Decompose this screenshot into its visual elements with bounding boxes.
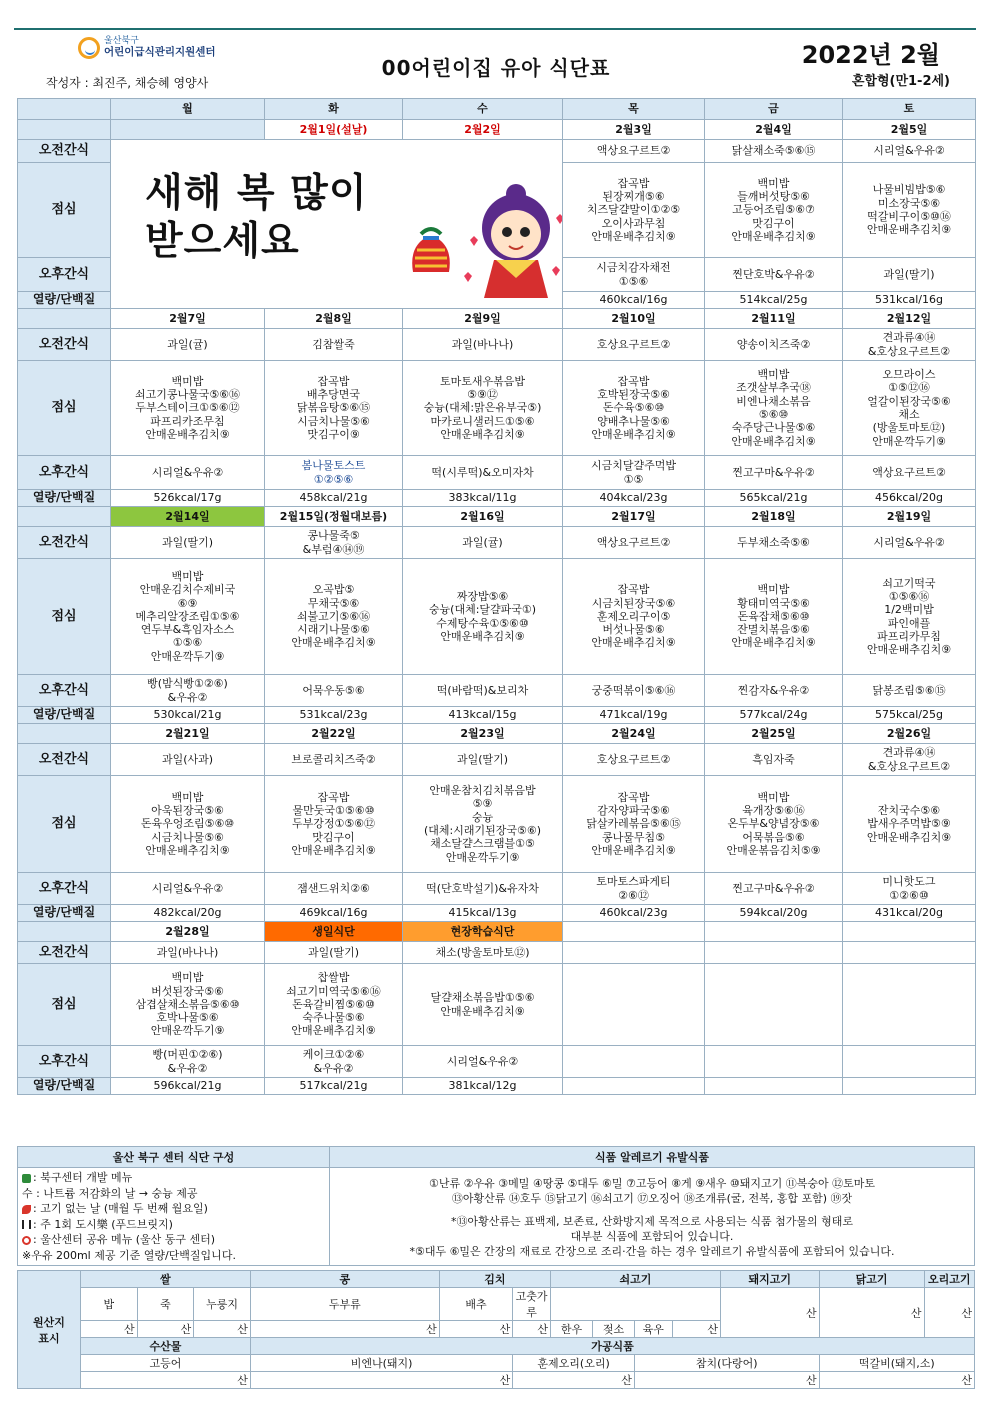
row-label: 열량/단백질	[18, 707, 111, 724]
logo-top-text: 울산북구	[104, 36, 139, 46]
row-label: 열량/단백질	[18, 1078, 111, 1095]
menu-cell: 호상요구르트②	[563, 329, 705, 361]
menu-cell: 과일(귤)	[111, 329, 265, 361]
origin-sub: 밥	[80, 1288, 137, 1321]
menu-cell: 달걀채소볶음밥①⑤⑥ 안매운배추김치⑨	[403, 964, 563, 1046]
menu-cell: 미니핫도그 ①②⑥⑩	[843, 873, 976, 905]
origin-blank	[551, 1288, 721, 1321]
origin-beef: 쇠고기	[551, 1271, 721, 1288]
date-label-cell	[18, 120, 111, 140]
date-cell: 2월21일	[111, 724, 265, 744]
week3-dates	[18, 507, 976, 527]
row-label: 오후간식	[18, 456, 111, 490]
origin-value: 산	[634, 1372, 819, 1389]
carrot-icon	[22, 1205, 31, 1214]
week2-pm	[18, 456, 976, 490]
date-cell: 2월16일	[403, 507, 563, 527]
menu-cell: 떡(시루떡)&오미자차	[403, 456, 563, 490]
empty-cell	[705, 942, 843, 964]
kcal-cell: 530kcal/21g	[111, 707, 265, 724]
origin-value: 산	[819, 1372, 974, 1389]
date-cell: 2월2일	[403, 120, 563, 140]
empty-cell	[843, 942, 976, 964]
origin-sub: 누룽지	[194, 1288, 251, 1321]
empty-cell	[705, 964, 843, 1046]
row-label: 오전간식	[18, 942, 111, 964]
legend-item	[22, 1170, 325, 1186]
menu-cell: 과일(딸기)	[403, 744, 563, 776]
kcal-cell: 415kcal/13g	[403, 905, 563, 922]
menu-cell: 잡곡밥 호박된장국⑤⑥ 돈수육⑤⑥⑩ 양배추나물⑤⑥ 안매운배추김치⑨	[563, 361, 705, 456]
week5-pm	[18, 1046, 976, 1078]
menu-cell: 시리얼&우유②	[403, 1046, 563, 1078]
date-cell: 2월10일	[563, 309, 705, 329]
origin-table	[17, 1270, 975, 1389]
empty-cell	[843, 964, 976, 1046]
week3-kcal	[18, 707, 976, 724]
menu-cell: 나물비빔밥⑤⑥ 미소장국⑤⑥ 떡갈비구이⑤⑩⑯ 안매운배추김치⑨	[843, 163, 976, 258]
menu-cell: 호상요구르트②	[563, 744, 705, 776]
origin-sub: 젖소	[592, 1321, 634, 1338]
week4-kcal	[18, 905, 976, 922]
kcal-cell: 381kcal/12g	[403, 1078, 563, 1095]
menu-cell: 케이크①②⑥ &우유②	[265, 1046, 403, 1078]
menu-cell: 백미밥 들깨버섯탕⑤⑥ 고등어조림⑤⑥⑦ 맛김구이 안매운배추김치⑨	[705, 163, 843, 258]
empty-cell	[563, 964, 705, 1046]
week4-lunch	[18, 776, 976, 873]
holiday-greeting	[145, 170, 368, 266]
origin-sub: 배추	[439, 1288, 512, 1321]
origin-chicken: 닭고기	[819, 1271, 924, 1288]
date-label-cell	[18, 724, 111, 744]
menu-cell: 봄나물토스트 ①②⑤⑥	[265, 456, 403, 490]
date-cell: 2월9일	[403, 309, 563, 329]
menu-cell: 액상요구르트②	[843, 456, 976, 490]
date-cell: 2월5일	[843, 120, 976, 140]
menu-cell: 잼샌드위치②⑥	[265, 873, 403, 905]
origin-item: 참치(다랑어)	[634, 1355, 819, 1372]
kcal-cell: 577kcal/24g	[705, 707, 843, 724]
date-cell: 2월11일	[705, 309, 843, 329]
origin-sub: 한우	[551, 1321, 593, 1338]
origin-value: 산	[672, 1321, 720, 1338]
origin-processed: 가공식품	[250, 1338, 974, 1355]
origin-duck: 오리고기	[924, 1271, 975, 1288]
menu-type: 혼합형(만1-2세)	[851, 74, 950, 89]
legend-item	[22, 1248, 325, 1264]
week1-dates	[18, 120, 976, 140]
lucky-bag-icon	[407, 220, 455, 278]
kcal-cell: 404kcal/23g	[563, 490, 705, 507]
date-label-cell	[18, 309, 111, 329]
menu-cell: 오므라이스 ①⑤⑫⑯ 얼갈이된장국⑤⑥ 채소 (방울토마토⑫) 안매운깍두기⑨	[843, 361, 976, 456]
weekday-header-row	[18, 99, 976, 120]
menu-cell: 쇠고기떡국 ①⑤⑥⑯ 1/2백미밥 파인애플 파프리카무침 안매운배추김치⑨	[843, 559, 976, 675]
empty-cell	[705, 922, 843, 942]
menu-cell: 과일(바나나)	[403, 329, 563, 361]
origin-pork: 돼지고기	[720, 1271, 819, 1288]
origin-item: 고등어	[80, 1355, 250, 1372]
menu-cell: 닭살채소죽⑤⑥⑮	[705, 140, 843, 163]
menu-cell: 시리얼&우유②	[843, 527, 976, 559]
menu-cell: 견과류④⑭ &호상요구르트②	[843, 744, 976, 776]
date-cell: 2월23일	[403, 724, 563, 744]
menu-cell: 백미밥 버섯된장국⑤⑥ 삼겹살채소볶음⑤⑥⑩ 호박나물⑤⑥ 안매운깍두기⑨	[111, 964, 265, 1046]
row-label: 오전간식	[18, 527, 111, 559]
legend-text: 수 : 나트륨 저감화의 날 → 숭늉 제공	[22, 1186, 198, 1200]
kcal-cell: 596kcal/21g	[111, 1078, 265, 1095]
row-label: 점심	[18, 163, 111, 258]
origin-value: 산	[924, 1288, 975, 1338]
legend-table	[17, 1146, 975, 1266]
ulsan-share-icon	[22, 1236, 31, 1245]
origin-value: 산	[137, 1321, 194, 1338]
menu-cell: 찐고구마&우유②	[705, 873, 843, 905]
origin-seafood: 수산물	[80, 1338, 250, 1355]
menu-cell: 궁중떡볶이⑤⑥⑯	[563, 675, 705, 707]
kcal-cell: 565kcal/21g	[705, 490, 843, 507]
menu-cell: 시리얼&우유②	[843, 140, 976, 163]
kcal-cell: 471kcal/19g	[563, 707, 705, 724]
date-cell: 2월8일	[265, 309, 403, 329]
kcal-cell: 456kcal/20g	[843, 490, 976, 507]
page-title: 00어린이집 유아 식단표	[381, 56, 611, 80]
origin-sub: 고춧가루	[513, 1288, 551, 1321]
row-label: 오후간식	[18, 675, 111, 707]
empty-cell	[563, 922, 705, 942]
origin-value: 산	[720, 1288, 819, 1338]
empty-cell	[705, 1046, 843, 1078]
kcal-cell: 514kcal/25g	[705, 292, 843, 309]
menu-cell: 두부채소죽⑤⑥	[705, 527, 843, 559]
date-label-cell	[18, 922, 111, 942]
menu-cell: 과일(바나나)	[111, 942, 265, 964]
holiday-banner	[111, 140, 563, 309]
origin-value: 산	[819, 1288, 924, 1338]
legend-text: : 주 1회 도시樂 (푸드브릿지)	[33, 1217, 173, 1231]
menu-cell: 찐고구마&우유②	[705, 456, 843, 490]
origin-value: 산	[250, 1372, 512, 1389]
date-cell: 2월24일	[563, 724, 705, 744]
week2-am	[18, 329, 976, 361]
origin-sub: 죽	[137, 1288, 194, 1321]
week3-lunch	[18, 559, 976, 675]
empty-cell	[563, 1046, 705, 1078]
row-label: 점심	[18, 559, 111, 675]
legend-item	[22, 1186, 325, 1202]
menu-cell: 견과류④⑭ &호상요구르트②	[843, 329, 976, 361]
month-label: 2022년 2월	[801, 41, 940, 69]
week5-am	[18, 942, 976, 964]
row-label: 오후간식	[18, 258, 111, 292]
week5-lunch	[18, 964, 976, 1046]
empty-cell	[843, 922, 976, 942]
empty-cell	[563, 1078, 705, 1095]
kcal-cell: 460kcal/23g	[563, 905, 705, 922]
origin-item: 훈제오리(오리)	[513, 1355, 635, 1372]
date-cell: 2월3일	[563, 120, 705, 140]
origin-rice: 쌀	[80, 1271, 250, 1288]
allergy-note-2: 대부분 식품에 포함되어 있습니다.	[570, 1230, 734, 1243]
empty-cell	[843, 1046, 976, 1078]
menu-cell: 오곡밥⑤ 무채국⑤⑥ 쇠불고기⑤⑥⑯ 시래기나물⑤⑥ 안매운배추김치⑨	[265, 559, 403, 675]
date-cell: 2월18일	[705, 507, 843, 527]
origin-value: 산	[80, 1372, 250, 1389]
row-label: 열량/단백질	[18, 490, 111, 507]
kcal-cell: 517kcal/21g	[265, 1078, 403, 1095]
kcal-cell: 413kcal/15g	[403, 707, 563, 724]
kcal-cell: 460kcal/16g	[563, 292, 705, 309]
menu-cell: 백미밥 황태미역국⑤⑥ 돈육잡채⑤⑥⑩ 잔멸치볶음⑤⑥ 안매운배추김치⑨	[705, 559, 843, 675]
origin-value: 산	[513, 1372, 635, 1389]
birthday-menu-label: 생일식단	[265, 922, 403, 942]
empty-cell	[563, 942, 705, 964]
day-fri: 금	[705, 99, 843, 120]
date-cell: 2월15일(정월대보름)	[265, 507, 403, 527]
week5-dates	[18, 922, 976, 942]
date-cell: 2월14일	[111, 507, 265, 527]
greeting-line2: 받으세요	[145, 219, 300, 264]
date-cell: 2월4일	[705, 120, 843, 140]
legend-text: : 북구센터 개발 메뉴	[33, 1171, 133, 1184]
allergy-info	[330, 1168, 975, 1266]
row-label: 오후간식	[18, 1046, 111, 1078]
kcal-cell: 431kcal/20g	[843, 905, 976, 922]
week1-am	[18, 140, 976, 163]
menu-cell: 시리얼&우유②	[111, 873, 265, 905]
menu-cell: 찐감자&우유②	[705, 675, 843, 707]
day-tue: 화	[265, 99, 403, 120]
menu-cell: 시금치달걀주먹밥 ①⑤	[563, 456, 705, 490]
menu-cell: 과일(사과)	[111, 744, 265, 776]
menu-cell: 떡(단호박설기)&유자차	[403, 873, 563, 905]
menu-cell: 짜장밥⑤⑥ 숭늉(대체:달걀파국①) 수제탕수육①⑤⑥⑩ 안매운배추김치⑨	[403, 559, 563, 675]
row-label: 오전간식	[18, 744, 111, 776]
week4-am	[18, 744, 976, 776]
row-label: 점심	[18, 361, 111, 456]
legend-item	[22, 1217, 325, 1233]
week2-kcal	[18, 490, 976, 507]
legend-text: : 고기 없는 날 (매월 두 번째 월요일)	[33, 1202, 208, 1215]
menu-cell: 과일(딸기)	[111, 527, 265, 559]
menu-cell: 콩나물죽⑤ &부럼④⑭⑲	[265, 527, 403, 559]
menu-cell: 안매운참치김치볶음밥 ⑤⑨ 숭늉 (대체:시래기된장국⑤⑥) 채소달걀스크램블①⑤ 안매운깍두기⑨	[403, 776, 563, 873]
menu-cell: 브로콜리치즈죽②	[265, 744, 403, 776]
kcal-cell: 383kcal/11g	[403, 490, 563, 507]
menu-cell: 시리얼&우유②	[111, 456, 265, 490]
date-cell: 2월22일	[265, 724, 403, 744]
row-label: 오전간식	[18, 140, 111, 163]
menu-cell: 어묵우동⑤⑥	[265, 675, 403, 707]
origin-value: 산	[194, 1321, 251, 1338]
menu-cell: 양송이치즈죽②	[705, 329, 843, 361]
date-label-cell	[18, 507, 111, 527]
menu-cell: 찹쌀밥 쇠고기미역국⑤⑥⑯ 돈육갈비찜⑤⑥⑩ 숙주나물⑤⑥ 안매운배추김치⑨	[265, 964, 403, 1046]
date-cell: 2월17일	[563, 507, 705, 527]
week2-dates	[18, 309, 976, 329]
menu-cell: 액상요구르트②	[563, 140, 705, 163]
menu-cell: 채소(방울토마토⑫)	[403, 942, 563, 964]
kcal-cell: 458kcal/21g	[265, 490, 403, 507]
week2-lunch	[18, 361, 976, 456]
menu-cell: 김참쌀죽	[265, 329, 403, 361]
origin-label-1: 원산지	[33, 1315, 65, 1329]
menu-cell: 잡곡밥 된장찌개⑤⑥ 치즈달걀말이①②⑤ 오이사과무침 안매운배추김치⑨	[563, 163, 705, 258]
legend-items	[18, 1168, 330, 1266]
menu-cell: 백미밥 육개장⑤⑥⑯ 온두부&양념장⑤⑥ 어묵볶음⑤⑥ 안매운볶음김치⑤⑨	[705, 776, 843, 873]
menu-cell: 과일(귤)	[403, 527, 563, 559]
date-cell: 2월12일	[843, 309, 976, 329]
origin-kimchi: 김치	[439, 1271, 550, 1288]
kcal-cell: 531kcal/23g	[265, 707, 403, 724]
row-label: 점심	[18, 964, 111, 1046]
fork-knife-icon	[22, 1220, 31, 1229]
hanbok-girl-icon	[456, 180, 563, 298]
legend-title: 울산 북구 센터 식단 구성	[18, 1147, 330, 1168]
origin-label-2: 표시	[38, 1331, 60, 1345]
menu-cell: 닭봉조림⑤⑥⑮	[843, 675, 976, 707]
origin-sub: 육우	[634, 1321, 672, 1338]
date-cell	[111, 120, 265, 140]
allergy-note-1: *⑬아황산류는 표백제, 보존료, 산화방지제 목적으로 사용되는 식품 첨가물의 형태로	[450, 1215, 854, 1228]
origin-item: 떡갈비(돼지,소)	[819, 1355, 974, 1372]
day-mon: 월	[111, 99, 265, 120]
menu-cell: 떡(바람떡)&보리차	[403, 675, 563, 707]
origin-sub: 두부류	[250, 1288, 439, 1321]
menu-cell: 빵(머핀①②⑥) &우유②	[111, 1046, 265, 1078]
origin-value: 산	[80, 1321, 137, 1338]
date-cell: 2월28일	[111, 922, 265, 942]
origin-value: 산	[513, 1321, 551, 1338]
origin-label	[18, 1271, 81, 1389]
origin-item: 비엔나(돼지)	[250, 1355, 512, 1372]
menu-cell: 잡곡밥 물만둣국①⑤⑥⑩ 두부강정①⑤⑥⑫ 맛김구이 안매운배추김치⑨	[265, 776, 403, 873]
empty-cell	[843, 1078, 976, 1095]
kcal-cell: 469kcal/16g	[265, 905, 403, 922]
origin-value: 산	[250, 1321, 439, 1338]
week3-pm	[18, 675, 976, 707]
row-label: 열량/단백질	[18, 292, 111, 309]
menu-cell: 잡곡밥 시금치된장국⑤⑥ 훈제오리구이⑤ 버섯나물⑤⑥ 안매운배추김치⑨	[563, 559, 705, 675]
date-cell: 2월1일(설날)	[265, 120, 403, 140]
empty-cell	[705, 1078, 843, 1095]
menu-table	[17, 98, 976, 1095]
greeting-line1: 새해 복 많이	[145, 171, 368, 216]
menu-cell: 백미밥 조갯살부추국⑱ 비엔나채소볶음 ⑤⑥⑩ 숙주당근나물⑤⑥ 안매운배추김치⑨	[705, 361, 843, 456]
corner-cell	[18, 99, 111, 120]
legend-item	[22, 1232, 325, 1248]
day-sat: 토	[843, 99, 976, 120]
row-label: 열량/단백질	[18, 905, 111, 922]
logo-name-text: 어린이급식관리지원센터	[104, 46, 216, 58]
menu-cell: 과일(딸기)	[843, 258, 976, 292]
allergen-list-2: ⑬아황산류 ⑭호두 ⑮닭고기 ⑯쇠고기 ⑰오징어 ⑱조개류(굴, 전복, 홍합 포함) ⑲잣	[451, 1192, 853, 1205]
week4-pm	[18, 873, 976, 905]
menu-cell: 백미밥 아욱된장국⑤⑥ 돈육우엉조림⑤⑥⑩ 시금치나물⑤⑥ 안매운배추김치⑨	[111, 776, 265, 873]
menu-cell: 잡곡밥 배추당면국 닭볶음탕⑤⑥⑮ 시금치나물⑤⑥ 맛김구이⑨	[265, 361, 403, 456]
menu-cell: 백미밥 안매운김치수제비국 ⑥⑨ 메추리알장조림①⑤⑥ 연두부&흑임자소스 ①⑤⑥ 안매운깍두기⑨	[111, 559, 265, 675]
menu-cell: 시금치감자채전 ①⑤⑥	[563, 258, 705, 292]
menu-cell: 액상요구르트②	[563, 527, 705, 559]
week3-am	[18, 527, 976, 559]
menu-cell: 빵(밤식빵①②⑥) &우유②	[111, 675, 265, 707]
row-label: 오전간식	[18, 329, 111, 361]
kcal-cell: 482kcal/20g	[111, 905, 265, 922]
legend-item	[22, 1201, 325, 1217]
kcal-cell: 526kcal/17g	[111, 490, 265, 507]
day-thu: 목	[563, 99, 705, 120]
menu-cell: 토마토새우볶음밥 ⑤⑨⑫ 숭늉(대체:맑은유부국⑤) 마카로니샐러드①⑤⑥ 안매운배추김치⑨	[403, 361, 563, 456]
allergy-note-3: *⑤대두 ⑥밀은 간장의 재료로 간장으로 조리·간을 하는 경우 알레르기 유발식품에 포함되어 있습니다.	[409, 1245, 895, 1258]
date-cell: 2월7일	[111, 309, 265, 329]
allergy-title: 식품 알레르기 유발식품	[330, 1147, 975, 1168]
kcal-cell: 594kcal/20g	[705, 905, 843, 922]
menu-cell: 잔치국수⑤⑥ 밥새우주먹밥⑤⑨ 안매운배추김치⑨	[843, 776, 976, 873]
day-wed: 수	[403, 99, 563, 120]
date-cell: 2월19일	[843, 507, 976, 527]
top-divider	[14, 28, 976, 30]
legend-text: ※우유 200ml 제공 기준 열량/단백질입니다.	[22, 1248, 236, 1262]
date-cell: 2월26일	[843, 724, 976, 744]
author: 작성자 : 최진주, 채승혜 영양사	[46, 76, 209, 90]
week4-dates	[18, 724, 976, 744]
menu-cell: 토마토스파게티 ②⑥⑫	[563, 873, 705, 905]
origin-value: 산	[439, 1321, 512, 1338]
kcal-cell: 531kcal/16g	[843, 292, 976, 309]
legend-text: : 울산센터 공유 메뉴 (울산 동구 센터)	[33, 1233, 216, 1246]
menu-cell: 과일(딸기)	[265, 942, 403, 964]
menu-cell: 잡곡밥 감자양파국⑤⑥ 닭살카레볶음⑤⑥⑮ 콩나물무침⑤ 안매운배추김치⑨	[563, 776, 705, 873]
week5-kcal	[18, 1078, 976, 1095]
kcal-cell: 575kcal/25g	[843, 707, 976, 724]
date-cell: 2월25일	[705, 724, 843, 744]
row-label: 점심	[18, 776, 111, 873]
row-label: 오후간식	[18, 873, 111, 905]
menu-cell: 찐단호박&우유②	[705, 258, 843, 292]
allergen-list-1: ①난류 ②우유 ③메밀 ④땅콩 ⑤대두 ⑥밀 ⑦고등어 ⑧게 ⑨새우 ⑩돼지고기 ⑪복숭아 ⑫토마토	[429, 1177, 875, 1190]
field-trip-menu-label: 현장학습식단	[403, 922, 563, 942]
menu-cell: 흑임자죽	[705, 744, 843, 776]
menu-cell: 백미밥 쇠고기콩나물국⑤⑥⑯ 두부스테이크①⑤⑥⑫ 파프리카조무침 안매운배추김치⑨	[111, 361, 265, 456]
origin-bean: 콩	[250, 1271, 439, 1288]
leaf-icon	[22, 1174, 31, 1183]
